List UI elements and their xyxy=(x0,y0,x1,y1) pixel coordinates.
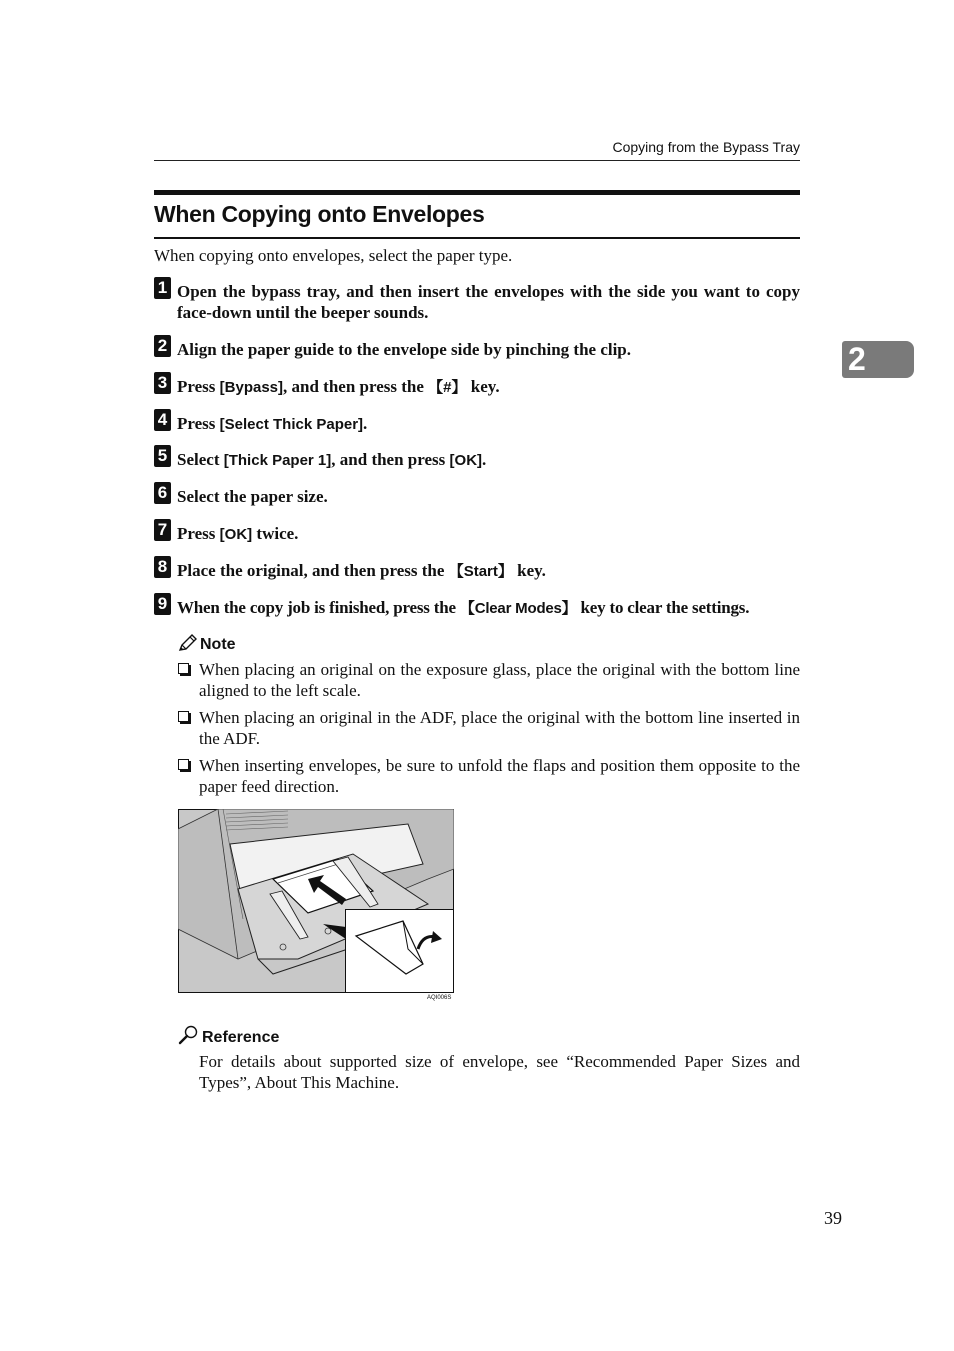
step-text: Select [Thick Paper 1], and then press [OK]. xyxy=(177,450,487,469)
note-heading: Note xyxy=(178,634,236,657)
bypass-tray-illustration xyxy=(178,809,454,993)
thick-paper-1-key: [Thick Paper 1] xyxy=(223,452,332,469)
running-header-title: Copying from the Bypass Tray xyxy=(612,139,800,155)
step-number: 5 xyxy=(154,445,171,467)
ok-key: [OK] xyxy=(219,526,253,543)
ok-key: [OK] xyxy=(449,452,483,469)
reference-heading: Reference xyxy=(178,1025,279,1050)
step-text: When the copy job is finished, press the 【Clear Modes】 key to clear the settings. xyxy=(177,598,750,617)
page-number: 39 xyxy=(824,1208,842,1228)
section-intro: When copying onto envelopes, select the paper type. xyxy=(154,246,513,265)
step-text: Press [Select Thick Paper]. xyxy=(177,414,368,433)
step-number: 8 xyxy=(154,556,171,578)
step-text: Open the bypass tray, and then insert the envelopes with the side you want to copy face-down until the beeper sounds. xyxy=(177,282,800,322)
step-text: Press [Bypass], and then press the 【#】 key. xyxy=(177,377,500,396)
hash-key: 【#】 xyxy=(428,379,467,396)
bypass-key: [Bypass] xyxy=(219,379,284,396)
step-number: 3 xyxy=(154,372,171,394)
step-text: Select the paper size. xyxy=(177,487,328,506)
running-header xyxy=(154,138,800,161)
step-number: 1 xyxy=(154,277,171,299)
section-rule-bottom xyxy=(154,237,800,239)
start-key: 【Start】 xyxy=(448,563,513,580)
chapter-number: 2 xyxy=(848,341,866,377)
printer-envelope-illustration-icon xyxy=(178,809,454,993)
step-number: 7 xyxy=(154,519,171,541)
checkbox-bullet-icon xyxy=(178,711,189,722)
step-number: 6 xyxy=(154,482,171,504)
section-rule-top xyxy=(154,190,800,195)
step-number: 2 xyxy=(154,335,171,357)
figure-label: AQI006S xyxy=(427,995,452,1001)
step-text: Press [OK] twice. xyxy=(177,524,299,543)
checkbox-bullet-icon xyxy=(178,759,189,770)
pencil-icon xyxy=(178,634,198,657)
step-text: Place the original, and then press the 【Start】 key. xyxy=(177,561,546,580)
checkbox-bullet-icon xyxy=(178,663,189,674)
select-thick-paper-key: [Select Thick Paper] xyxy=(219,416,364,433)
step-number: 4 xyxy=(154,409,171,431)
clear-modes-key: 【Clear Modes】 xyxy=(459,600,577,617)
magnifier-icon xyxy=(178,1025,200,1050)
step-text: Align the paper guide to the envelope side by pinching the clip. xyxy=(177,340,632,359)
section-title: When Copying onto Envelopes xyxy=(154,201,485,227)
chapter-tab xyxy=(842,341,914,378)
step-number: 9 xyxy=(154,593,171,615)
reference-text: For details about supported size of envelope, see “Recommended Paper Sizes and Types”, About This Machine. xyxy=(199,1052,800,1092)
